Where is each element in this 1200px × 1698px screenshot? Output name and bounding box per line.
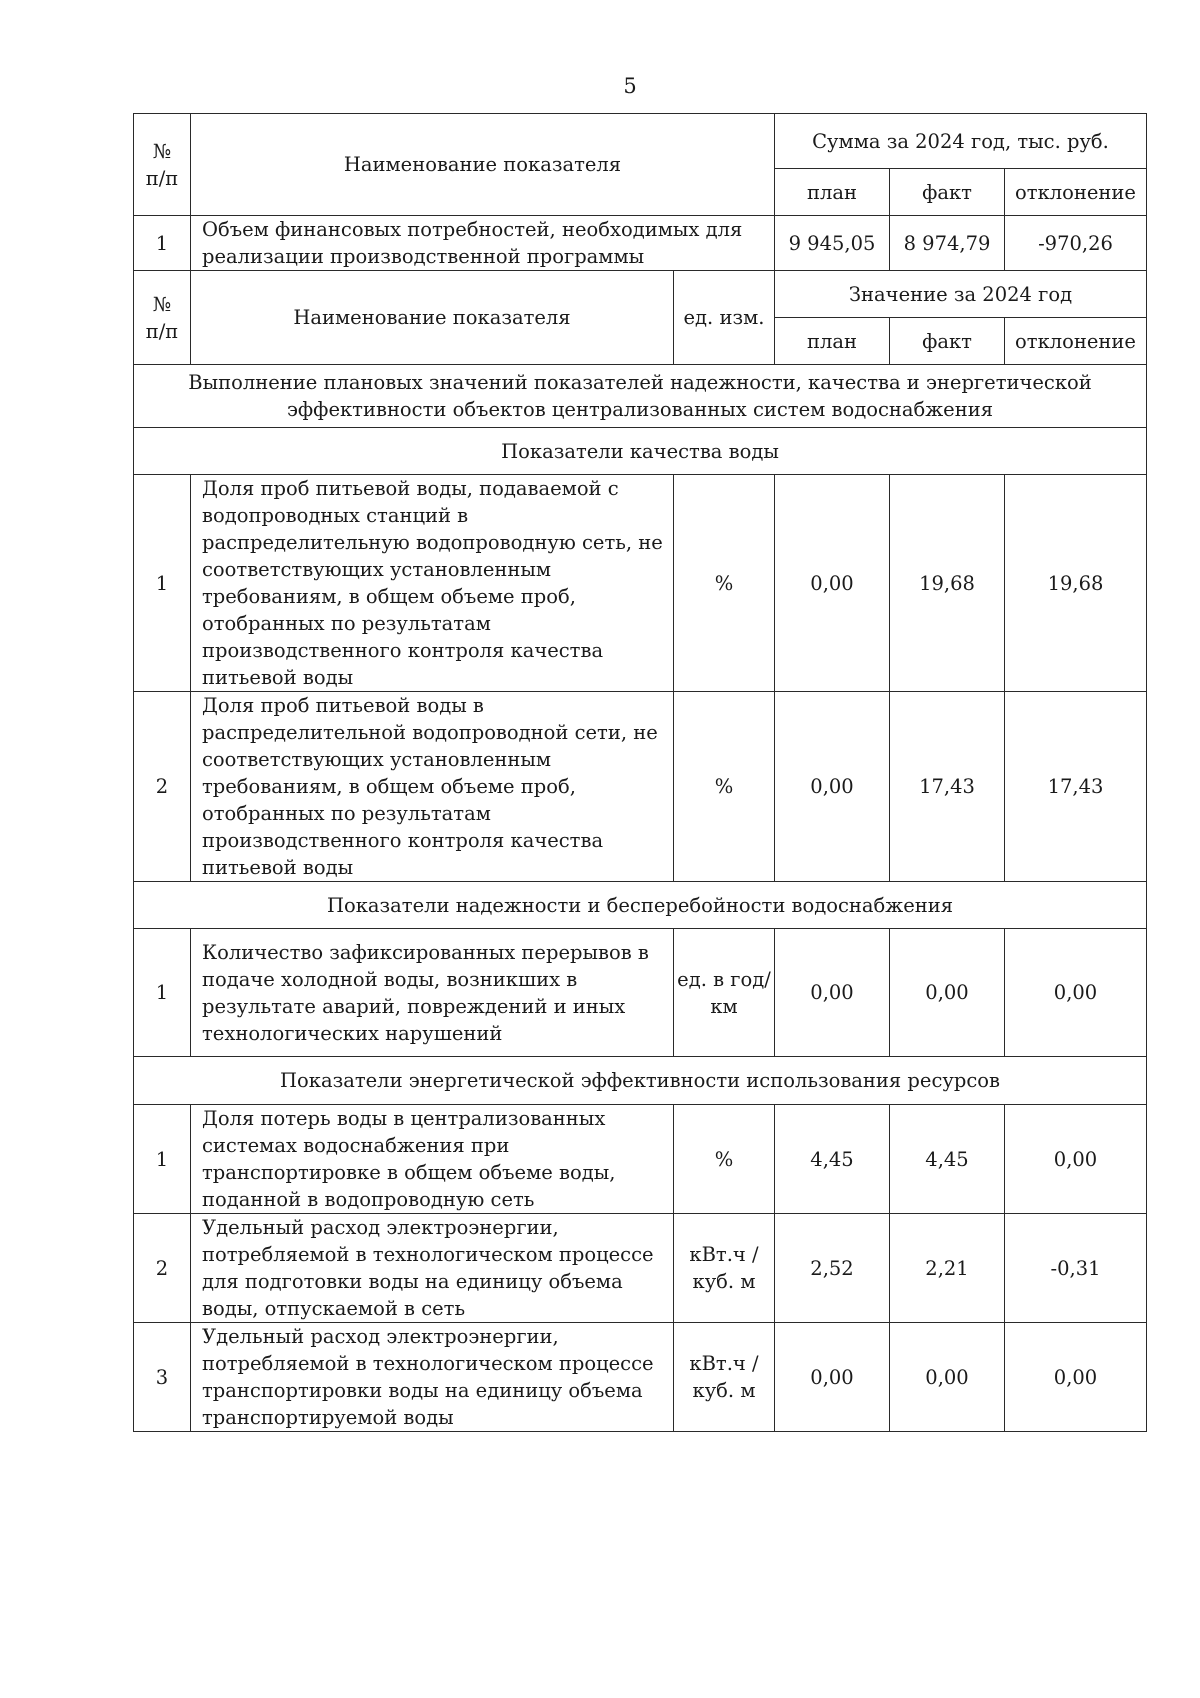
unit-value: кВт.ч / куб. м (674, 1214, 775, 1323)
unit-value: ед. в год/ км (674, 929, 775, 1057)
deviation-value: -970,26 (1005, 216, 1147, 271)
fact-value: 2,21 (890, 1214, 1005, 1323)
deviation-value: 17,43 (1005, 692, 1147, 882)
table-row (134, 692, 1147, 882)
plan-value: 0,00 (775, 929, 890, 1057)
plan-value: 2,52 (775, 1214, 890, 1323)
fact-header: факт (890, 318, 1005, 365)
sum-group-header: Сумма за 2024 год, тыс. руб. (775, 114, 1147, 169)
name-header: Наименование показателя (191, 114, 775, 216)
row-number: 2 (134, 1214, 191, 1323)
row-number: 1 (134, 1105, 191, 1214)
section-title: Показатели энергетической эффективности использования ресурсов (134, 1057, 1147, 1105)
row-number: 2 (134, 692, 191, 882)
plan-value: 0,00 (775, 692, 890, 882)
table-row (134, 1214, 1147, 1323)
unit-value: кВт.ч / куб. м (674, 1323, 775, 1432)
row-number: 1 (134, 475, 191, 692)
deviation-value: 19,68 (1005, 475, 1147, 692)
indicator-name: Удельный расход электроэнергии, потребляемой в технологическом процессе для подготовки воды на единицу объема воды, отпускаемой в сеть (191, 1214, 674, 1323)
unit-header: ед. изм. (674, 271, 775, 365)
indicator-name: Доля проб питьевой воды, подаваемой с водопроводных станций в распределительную водопроводную сеть, не соответствующих установленным требованиям, в общем объеме проб, отобранных по результатам производственного контроля качества питьевой воды (191, 475, 674, 692)
indicator-name: Удельный расход электроэнергии, потребляемой в технологическом процессе транспортировки воды на единицу объема транспортируемой воды (191, 1323, 674, 1432)
deviation-value: -0,31 (1005, 1214, 1147, 1323)
num-header: № п/п (134, 271, 191, 365)
unit-value: % (674, 1105, 775, 1214)
num-header: № п/п (134, 114, 191, 216)
main-section-row (134, 365, 1147, 428)
fact-value: 4,45 (890, 1105, 1005, 1214)
fact-value: 0,00 (890, 1323, 1005, 1432)
plan-header: план (775, 318, 890, 365)
page-number: 5 (623, 74, 637, 98)
table-row (134, 1105, 1147, 1214)
plan-value: 0,00 (775, 475, 890, 692)
deviation-header: отклонение (1005, 169, 1147, 216)
unit-value: % (674, 475, 775, 692)
table-row (134, 1323, 1147, 1432)
plan-value: 9 945,05 (775, 216, 890, 271)
section-row (134, 1057, 1147, 1105)
fact-value: 8 974,79 (890, 216, 1005, 271)
section-row (134, 428, 1147, 475)
indicator-name: Количество зафиксированных перерывов в подаче холодной воды, возникших в результате аварий, повреждений и иных технологических нарушений (191, 929, 674, 1057)
section-title: Показатели качества воды (134, 428, 1147, 475)
deviation-value: 0,00 (1005, 1105, 1147, 1214)
row-number: 1 (134, 929, 191, 1057)
indicators-table (133, 113, 1147, 1432)
fact-header: факт (890, 169, 1005, 216)
name-header: Наименование показателя (191, 271, 674, 365)
deviation-value: 0,00 (1005, 929, 1147, 1057)
plan-value: 4,45 (775, 1105, 890, 1214)
section-title: Показатели надежности и бесперебойности водоснабжения (134, 882, 1147, 929)
plan-header: план (775, 169, 890, 216)
main-section-title: Выполнение плановых значений показателей надежности, качества и энергетической эффективности объектов централизованных систем водоснабжения (134, 365, 1147, 428)
value-group-header: Значение за 2024 год (775, 271, 1147, 318)
fact-value: 17,43 (890, 692, 1005, 882)
finance-header-row (134, 114, 1147, 169)
indicators-header-row (134, 271, 1147, 318)
fact-value: 19,68 (890, 475, 1005, 692)
row-number: 3 (134, 1323, 191, 1432)
row-number: 1 (134, 216, 191, 271)
finance-row (134, 216, 1147, 271)
plan-value: 0,00 (775, 1323, 890, 1432)
table-row (134, 929, 1147, 1057)
unit-value: % (674, 692, 775, 882)
deviation-header: отклонение (1005, 318, 1147, 365)
section-row (134, 882, 1147, 929)
indicator-name: Доля проб питьевой воды в распределительной водопроводной сети, не соответствующих установленным требованиям, в общем объеме проб, отобранных по результатам производственного контроля качества питьевой воды (191, 692, 674, 882)
indicator-name: Доля потерь воды в централизованных системах водоснабжения при транспортировке в общем объеме воды, поданной в водопроводную сеть (191, 1105, 674, 1214)
deviation-value: 0,00 (1005, 1323, 1147, 1432)
table-row (134, 475, 1147, 692)
fact-value: 0,00 (890, 929, 1005, 1057)
indicator-name: Объем финансовых потребностей, необходимых для реализации производственной программы (191, 216, 775, 271)
